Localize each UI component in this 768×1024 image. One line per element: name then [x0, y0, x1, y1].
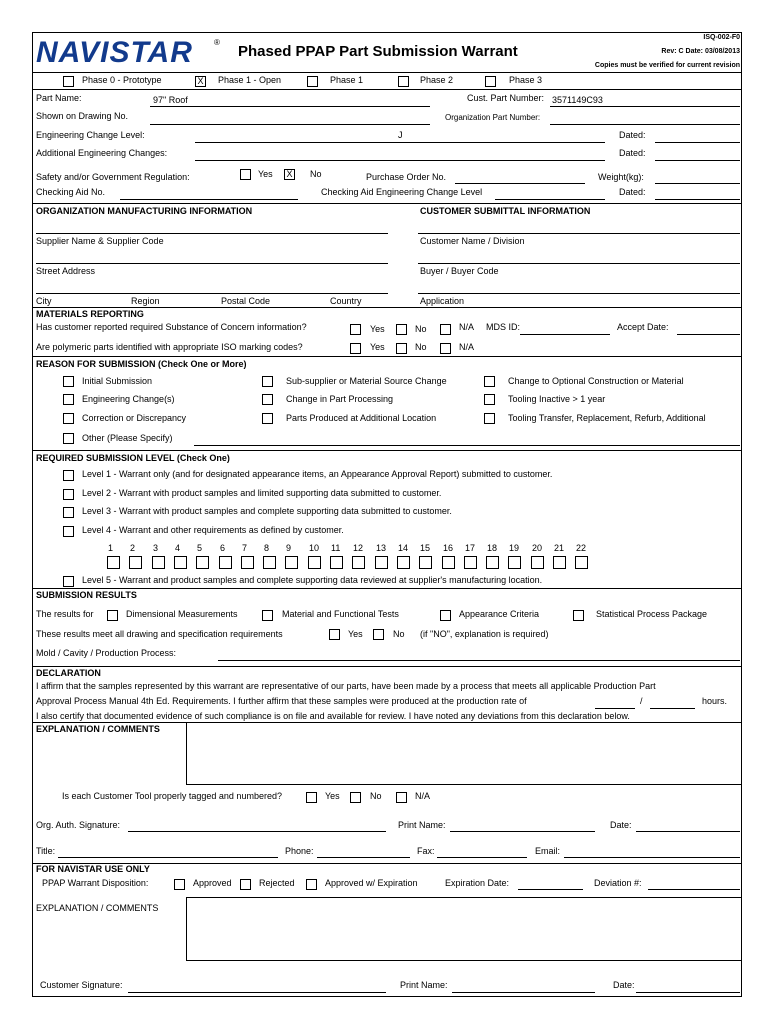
- cust-part-value[interactable]: 3571149C93: [552, 95, 603, 105]
- phase-0-checkbox[interactable]: [63, 76, 74, 87]
- reason-correction-label: Correction or Discrepancy: [82, 413, 187, 423]
- level-4-checkbox[interactable]: [63, 526, 74, 537]
- reason-inactive-label: Tooling Inactive > 1 year: [508, 394, 606, 404]
- level-4-item-checkbox[interactable]: [330, 556, 343, 569]
- level-1-checkbox[interactable]: [63, 470, 74, 481]
- reason-tooling-checkbox[interactable]: [484, 413, 495, 424]
- material-tests-label: Material and Functional Tests: [282, 609, 399, 619]
- safety-no-checkbox[interactable]: X: [284, 169, 295, 180]
- checking-aid-ecl-label: Checking Aid Engineering Change Level: [321, 187, 483, 197]
- declaration-line-2: Approval Process Manual 4th Ed. Requirements. I further affirm that these samples were produced at the production rate of: [36, 696, 527, 706]
- org-auth-label: Org. Auth. Signature:: [36, 820, 121, 830]
- part-name-value[interactable]: 97" Roof: [153, 95, 188, 105]
- reason-other-checkbox[interactable]: [63, 433, 74, 444]
- results-heading: SUBMISSION RESULTS: [36, 590, 137, 600]
- level-4-item-checkbox[interactable]: [352, 556, 365, 569]
- approved-exp-label: Approved w/ Expiration: [325, 878, 418, 888]
- level-4-item-number: 16: [443, 543, 454, 553]
- level-4-item-checkbox[interactable]: [129, 556, 142, 569]
- level-4-item-checkbox[interactable]: [308, 556, 321, 569]
- meet-no-checkbox[interactable]: [373, 629, 384, 640]
- reason-location-checkbox[interactable]: [262, 413, 273, 424]
- safety-yes-checkbox[interactable]: [240, 169, 251, 180]
- level-4-item-number: 4: [175, 543, 181, 553]
- reason-eng-change-label: Engineering Change(s): [82, 394, 175, 404]
- rejected-checkbox[interactable]: [240, 879, 251, 890]
- level-4-item-number: 22: [576, 543, 587, 553]
- rejected-label: Rejected: [259, 878, 295, 888]
- tool-yes-checkbox[interactable]: [306, 792, 317, 803]
- cust-part-label: Cust. Part Number:: [467, 93, 545, 103]
- expiration-label: Expiration Date:: [445, 878, 510, 888]
- tool-na-label: N/A: [415, 791, 431, 801]
- level-4-item-checkbox[interactable]: [531, 556, 544, 569]
- declaration-line-3: I also certify that documented evidence of such compliance is on file and available for review. I have noted any deviations from this declaration below.: [36, 711, 630, 721]
- phase-1-open-checkbox[interactable]: X: [195, 76, 206, 87]
- approved-label: Approved: [193, 878, 232, 888]
- level-4-item-checkbox[interactable]: [553, 556, 566, 569]
- reason-optional-checkbox[interactable]: [484, 376, 495, 387]
- country-label: Country: [330, 296, 362, 306]
- hours-label: hours.: [702, 696, 728, 706]
- level-4-item-number: 13: [376, 543, 387, 553]
- phase-2-checkbox[interactable]: [398, 76, 409, 87]
- rate-slash: /: [640, 696, 643, 706]
- materials-heading: MATERIALS REPORTING: [36, 309, 144, 319]
- declaration-line-1: I affirm that the samples represented by this warrant are representative of our parts, have been made by a process that meets all applicable Production Part: [36, 681, 656, 691]
- meet-no-note: (if "NO", explanation is required): [420, 629, 549, 639]
- buyer-label: Buyer / Buyer Code: [420, 266, 499, 276]
- nav-print-name-label: Print Name:: [400, 980, 448, 990]
- level-3-checkbox[interactable]: [63, 507, 74, 518]
- dated-label-3: Dated:: [619, 187, 646, 197]
- reason-initial-label: Initial Submission: [82, 376, 153, 386]
- supplier-label: Supplier Name & Supplier Code: [36, 236, 164, 246]
- level-3-label: Level 3 - Warrant with product samples and complete supporting data submitted to customer.: [82, 506, 452, 516]
- reason-initial-checkbox[interactable]: [63, 376, 74, 387]
- revision: Rev: C Date: 03/08/2013: [661, 48, 740, 55]
- level-4-item-checkbox[interactable]: [375, 556, 388, 569]
- level-4-item-number: 21: [554, 543, 565, 553]
- mold-label: Mold / Cavity / Production Process:: [36, 648, 177, 658]
- level-4-label: Level 4 - Warrant and other requirements as defined by customer.: [82, 525, 344, 535]
- deviation-label: Deviation #:: [594, 878, 642, 888]
- level-4-item-number: 17: [465, 543, 476, 553]
- dimensional-checkbox[interactable]: [107, 610, 118, 621]
- approved-checkbox[interactable]: [174, 879, 185, 890]
- level-4-item-number: 18: [487, 543, 498, 553]
- explanation-heading: EXPLANATION / COMMENTS: [36, 724, 160, 734]
- level-4-item-number: 14: [398, 543, 409, 553]
- reason-subsupplier-checkbox[interactable]: [262, 376, 273, 387]
- statistical-label: Statistical Process Package: [596, 609, 708, 619]
- print-name-label: Print Name:: [398, 820, 446, 830]
- meet-yes-label: Yes: [348, 629, 363, 639]
- level-4-item-number: 20: [532, 543, 543, 553]
- phase-0-label: Phase 0 - Prototype: [82, 75, 162, 85]
- weight-label: Weight(kg):: [598, 172, 644, 182]
- level-4-item-number: 8: [264, 543, 270, 553]
- street-label: Street Address: [36, 266, 96, 276]
- soc-na-checkbox[interactable]: [440, 324, 451, 335]
- level-4-item-number: 5: [197, 543, 203, 553]
- phase-1-open-label: Phase 1 - Open: [218, 75, 282, 85]
- level-4-item-checkbox[interactable]: [508, 556, 521, 569]
- level-4-item-checkbox[interactable]: [442, 556, 455, 569]
- customer-heading: CUSTOMER SUBMITTAL INFORMATION: [420, 206, 591, 216]
- iso-yes-checkbox[interactable]: [350, 343, 361, 354]
- copies-note: Copies must be verified for current revision: [594, 62, 740, 69]
- meet-no-label: No: [393, 629, 405, 639]
- appearance-label: Appearance Criteria: [459, 609, 540, 619]
- level-4-item-checkbox[interactable]: [464, 556, 477, 569]
- eng-change-label: Engineering Change Level:: [36, 130, 145, 140]
- phone-label: Phone:: [285, 846, 314, 856]
- level-4-item-checkbox[interactable]: [219, 556, 232, 569]
- level-4-item-number: 19: [509, 543, 520, 553]
- dimensional-label: Dimensional Measurements: [126, 609, 238, 619]
- level-4-item-checkbox[interactable]: [263, 556, 276, 569]
- soc-yes-label: Yes: [370, 324, 385, 334]
- iso-no-label: No: [415, 342, 427, 352]
- material-tests-checkbox[interactable]: [262, 610, 273, 621]
- mds-label: MDS ID:: [486, 322, 521, 332]
- postal-label: Postal Code: [221, 296, 271, 306]
- tool-question: Is each Customer Tool properly tagged and numbered?: [62, 791, 282, 801]
- fax-label: Fax:: [417, 846, 435, 856]
- checking-aid-label: Checking Aid No.: [36, 187, 106, 197]
- level-5-checkbox[interactable]: [63, 576, 74, 587]
- level-4-item-number: 1: [108, 543, 114, 553]
- iso-na-label: N/A: [459, 342, 475, 352]
- level-4-item-checkbox[interactable]: [397, 556, 410, 569]
- reason-correction-checkbox[interactable]: [63, 413, 74, 424]
- safety-no-label: No: [310, 169, 322, 179]
- reason-eng-change-checkbox[interactable]: [63, 394, 74, 405]
- level-heading: REQUIRED SUBMISSION LEVEL (Check One): [36, 453, 230, 463]
- iso-na-checkbox[interactable]: [440, 343, 451, 354]
- tool-yes-label: Yes: [325, 791, 340, 801]
- safety-yes-label: Yes: [258, 169, 273, 179]
- meet-yes-checkbox[interactable]: [329, 629, 340, 640]
- po-label: Purchase Order No.: [366, 172, 447, 182]
- nav-explanation-label: EXPLANATION / COMMENTS: [36, 903, 159, 913]
- reason-processing-checkbox[interactable]: [262, 394, 273, 405]
- navistar-logo: NAVISTAR: [36, 36, 193, 69]
- soc-na-label: N/A: [459, 322, 475, 332]
- level-4-item-checkbox[interactable]: [285, 556, 298, 569]
- disposition-label: PPAP Warrant Disposition:: [42, 878, 149, 888]
- phase-1-label: Phase 1: [330, 75, 364, 85]
- customer-name-label: Customer Name / Division: [420, 236, 525, 246]
- reason-inactive-checkbox[interactable]: [484, 394, 495, 405]
- meet-req-label: These results meet all drawing and specification requirements: [36, 629, 283, 639]
- customer-signature-label: Customer Signature:: [40, 980, 123, 990]
- level-4-item-number: 9: [286, 543, 292, 553]
- level-4-item-checkbox[interactable]: [419, 556, 432, 569]
- materials-q2: Are polymeric parts identified with appropriate ISO marking codes?: [36, 342, 303, 352]
- org-part-label: Organization Part Number:: [445, 113, 541, 122]
- tool-no-checkbox[interactable]: [350, 792, 361, 803]
- phase-1-checkbox[interactable]: [307, 76, 318, 87]
- date-label: Date:: [610, 820, 632, 830]
- level-4-item-checkbox[interactable]: [196, 556, 209, 569]
- accept-date-label: Accept Date:: [617, 322, 669, 332]
- page-title: Phased PPAP Part Submission Warrant: [238, 43, 518, 60]
- reason-subsupplier-label: Sub-supplier or Material Source Change: [286, 376, 447, 386]
- reason-heading: REASON FOR SUBMISSION (Check One or More): [36, 359, 247, 369]
- level-4-item-number: 7: [242, 543, 248, 553]
- reason-other-label: Other (Please Specify): [82, 433, 173, 443]
- declaration-heading: DECLARATION: [36, 668, 101, 678]
- soc-yes-checkbox[interactable]: [350, 324, 361, 335]
- safety-label: Safety and/or Government Regulation:: [36, 172, 190, 182]
- level-4-item-number: 6: [220, 543, 226, 553]
- level-2-checkbox[interactable]: [63, 489, 74, 500]
- reason-processing-label: Change in Part Processing: [286, 394, 394, 404]
- appearance-checkbox[interactable]: [440, 610, 451, 621]
- phase-3-label: Phase 3: [509, 75, 543, 85]
- tool-no-label: No: [370, 791, 382, 801]
- statistical-checkbox[interactable]: [573, 610, 584, 621]
- level-4-item-number: 10: [309, 543, 320, 553]
- application-label: Application: [420, 296, 465, 306]
- registered-mark: ®: [214, 38, 220, 47]
- eng-change-value[interactable]: J: [398, 130, 403, 140]
- iso-yes-label: Yes: [370, 342, 385, 352]
- drawing-label: Shown on Drawing No.: [36, 111, 129, 121]
- level-1-label: Level 1 - Warrant only (and for designated appearance items, an Appearance Approval Report) submitted to customer.: [82, 469, 553, 479]
- level-4-item-number: 2: [130, 543, 136, 553]
- level-5-label: Level 5 - Warrant and product samples and complete supporting data reviewed at supplier's manufacturing location.: [82, 575, 543, 585]
- level-4-item-number: 12: [353, 543, 364, 553]
- level-4-item-checkbox[interactable]: [107, 556, 120, 569]
- materials-q1: Has customer reported required Substance of Concern information?: [36, 322, 307, 332]
- soc-no-label: No: [415, 324, 427, 334]
- city-label: City: [36, 296, 52, 306]
- iso-no-checkbox[interactable]: [396, 343, 407, 354]
- tool-na-checkbox[interactable]: [396, 792, 407, 803]
- level-4-item-checkbox[interactable]: [152, 556, 165, 569]
- navistar-use-heading: FOR NAVISTAR USE ONLY: [36, 864, 150, 874]
- region-label: Region: [131, 296, 160, 306]
- level-4-item-number: 11: [331, 543, 341, 553]
- level-4-item-checkbox[interactable]: [486, 556, 499, 569]
- phase-3-checkbox[interactable]: [485, 76, 496, 87]
- dated-label-2: Dated:: [619, 148, 646, 158]
- reason-tooling-label: Tooling Transfer, Replacement, Refurb, Additional: [508, 413, 706, 423]
- level-4-item-checkbox[interactable]: [174, 556, 187, 569]
- title-label: Title:: [36, 846, 56, 856]
- org-heading: ORGANIZATION MANUFACTURING INFORMATION: [36, 206, 253, 216]
- level-4-item-number: 15: [420, 543, 431, 553]
- add-eng-label: Additional Engineering Changes:: [36, 148, 168, 158]
- reason-location-label: Parts Produced at Additional Location: [286, 413, 437, 423]
- nav-date-label: Date:: [613, 980, 635, 990]
- dated-label-1: Dated:: [619, 130, 646, 140]
- email-label: Email:: [535, 846, 561, 856]
- soc-no-checkbox[interactable]: [396, 324, 407, 335]
- approved-exp-checkbox[interactable]: [306, 879, 317, 890]
- doc-id: ISQ-002-F0: [703, 34, 740, 41]
- level-4-item-checkbox[interactable]: [575, 556, 588, 569]
- results-for-label: The results for: [36, 609, 94, 619]
- reason-optional-label: Change to Optional Construction or Material: [508, 376, 684, 386]
- part-name-label: Part Name:: [36, 93, 82, 103]
- level-2-label: Level 2 - Warrant with product samples and limited supporting data submitted to customer.: [82, 488, 442, 498]
- level-4-item-checkbox[interactable]: [241, 556, 254, 569]
- phase-2-label: Phase 2: [420, 75, 454, 85]
- level-4-item-number: 3: [153, 543, 159, 553]
